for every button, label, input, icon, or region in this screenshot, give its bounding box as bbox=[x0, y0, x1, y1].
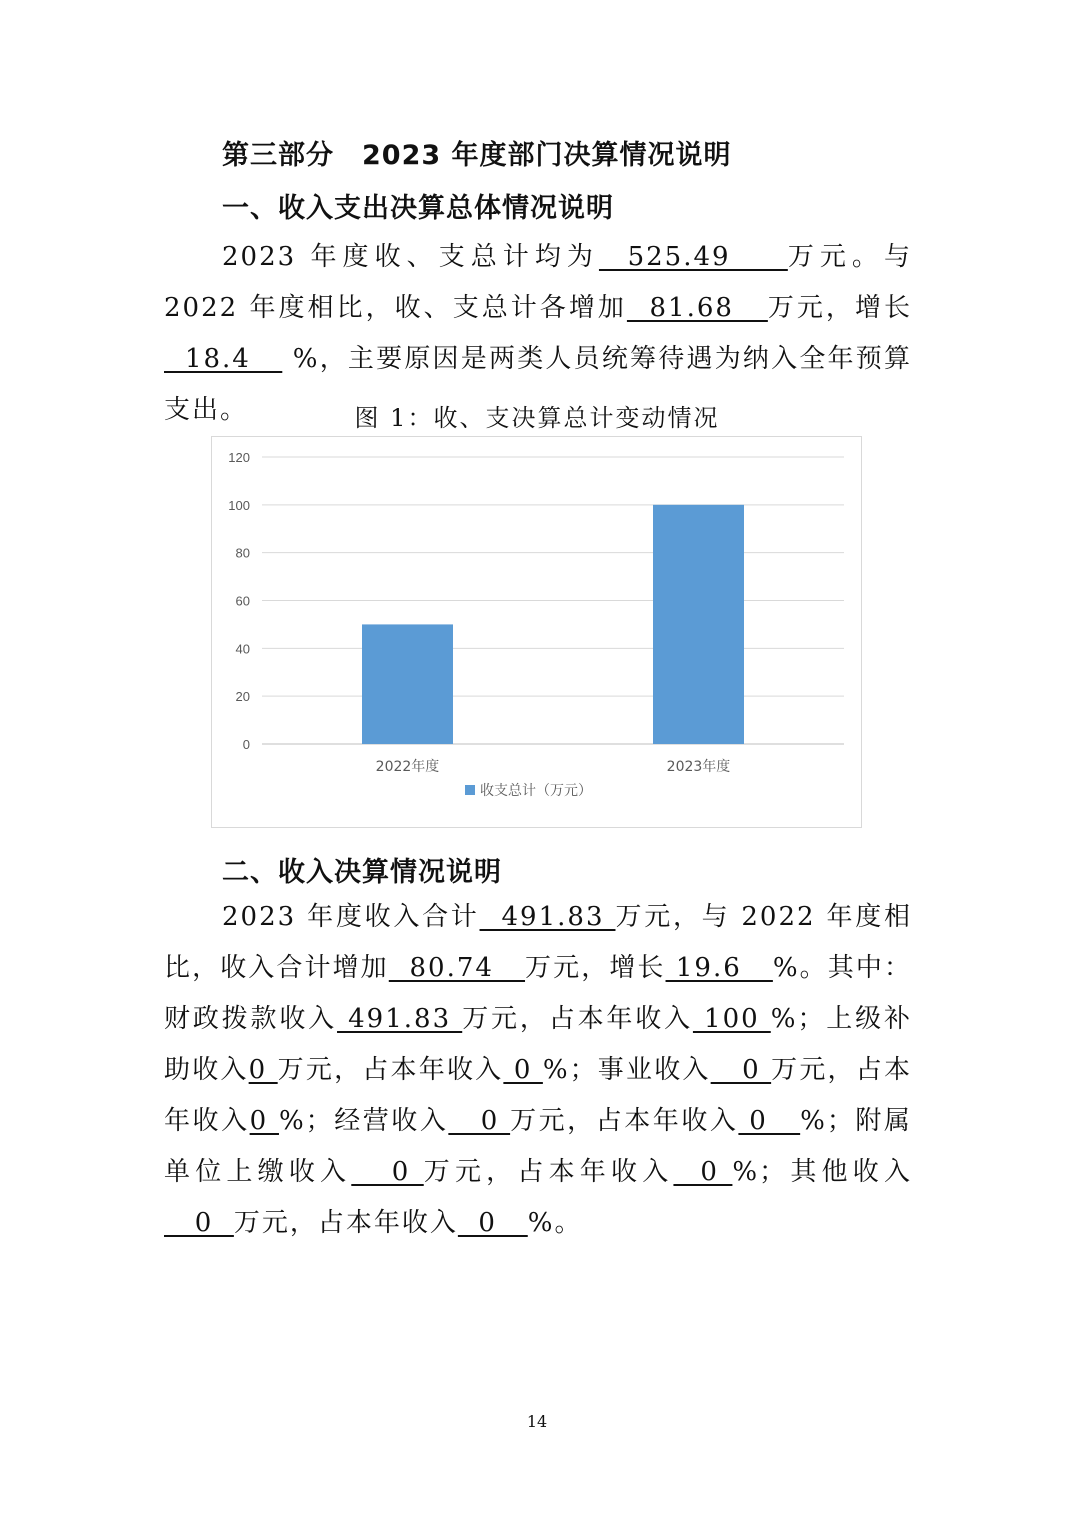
text-run: 万元，增长 bbox=[767, 293, 912, 323]
value-affiliate-share: 0 bbox=[673, 1157, 733, 1187]
text-run: %，主要原因是两类人员统筹待遇为纳入全年预算支出。 bbox=[164, 344, 912, 425]
value-income-increase: 80.74 bbox=[388, 953, 526, 983]
text-run: 万元，占本年收入 bbox=[233, 1208, 458, 1238]
text-run: %。 bbox=[527, 1208, 583, 1238]
value-affiliate-income: 0 bbox=[351, 1157, 424, 1187]
text-run: 2023 年度收入合计 bbox=[222, 902, 480, 932]
section1-heading: 一、收入支出决算总体情况说明 bbox=[222, 193, 614, 224]
bar bbox=[362, 624, 453, 744]
text-run: 2023 年度收、支总计均为 bbox=[222, 242, 599, 272]
text-run: 万元，增长 bbox=[525, 953, 666, 983]
y-tick-label: 120 bbox=[228, 450, 250, 465]
text-run: 万元，与 2022 年度相比，收入合计增加 bbox=[164, 902, 912, 983]
value-subsidy-share: 0 bbox=[503, 1055, 543, 1085]
text-run: 万元，占本年收入 bbox=[423, 1157, 674, 1187]
value-increase: 81.68 bbox=[626, 293, 768, 323]
part-title: 第三部分 2023 年度部门决算情况说明 bbox=[222, 140, 732, 171]
text-run: %；上级补助收入 bbox=[164, 1004, 912, 1085]
text-run: 万元，占本年收入 bbox=[510, 1106, 739, 1136]
value-fiscal-income: 491.83 bbox=[337, 1004, 463, 1034]
value-operating-share: 0 bbox=[738, 1106, 801, 1136]
text-run: 万元，占本年收入 bbox=[164, 1055, 912, 1136]
y-tick-label: 0 bbox=[242, 737, 250, 752]
text-run: 万元，占本年收入 bbox=[277, 1055, 504, 1085]
section2-heading: 二、收入决算情况说明 bbox=[222, 857, 502, 888]
value-business-income: 0 bbox=[710, 1055, 772, 1085]
text-run: 万元，占本年收入 bbox=[462, 1004, 693, 1034]
text-run: %；附属单位上缴收入 bbox=[164, 1106, 912, 1187]
page-number: 14 bbox=[526, 1412, 548, 1431]
text-run: %；其他收入 bbox=[732, 1157, 912, 1187]
y-tick-label: 40 bbox=[235, 641, 250, 657]
value-fiscal-share: 100 bbox=[692, 1004, 771, 1034]
y-tick-label: 60 bbox=[235, 593, 250, 609]
value-total: 525.49 bbox=[598, 242, 788, 272]
section2-paragraph bbox=[164, 892, 912, 1249]
y-tick-label: 20 bbox=[235, 689, 250, 705]
value-other-share: 0 bbox=[457, 1208, 528, 1238]
y-tick-label: 100 bbox=[228, 497, 250, 513]
value-income-total: 491.83 bbox=[479, 902, 616, 932]
text-run: %。其中：财政拨款收入 bbox=[164, 953, 912, 1034]
y-tick-label: 80 bbox=[235, 545, 250, 561]
legend-swatch bbox=[465, 785, 475, 795]
text-run: %；经营收入 bbox=[278, 1106, 449, 1136]
text-run: 万元。与 2022 年度相比，收、支总计各增加 bbox=[164, 242, 912, 323]
value-other-income: 0 bbox=[164, 1208, 234, 1238]
value-income-growth: 19.6 bbox=[665, 953, 773, 983]
value-growth: 18.4 bbox=[164, 344, 283, 374]
x-tick-label: 2022年度 bbox=[375, 759, 440, 775]
x-tick-label: 2023年度 bbox=[666, 759, 731, 775]
value-operating-income: 0 bbox=[448, 1106, 511, 1136]
bar-chart bbox=[211, 436, 862, 828]
figure-caption: 图 1：收、支决算总计变动情况 bbox=[354, 404, 720, 432]
value-business-share: 0 bbox=[249, 1106, 279, 1136]
bar bbox=[653, 505, 744, 744]
legend-label: 收支总计（万元） bbox=[480, 783, 592, 799]
chart-svg bbox=[212, 437, 863, 829]
value-subsidy-income: 0 bbox=[248, 1055, 278, 1085]
text-run: %；事业收入 bbox=[542, 1055, 711, 1085]
